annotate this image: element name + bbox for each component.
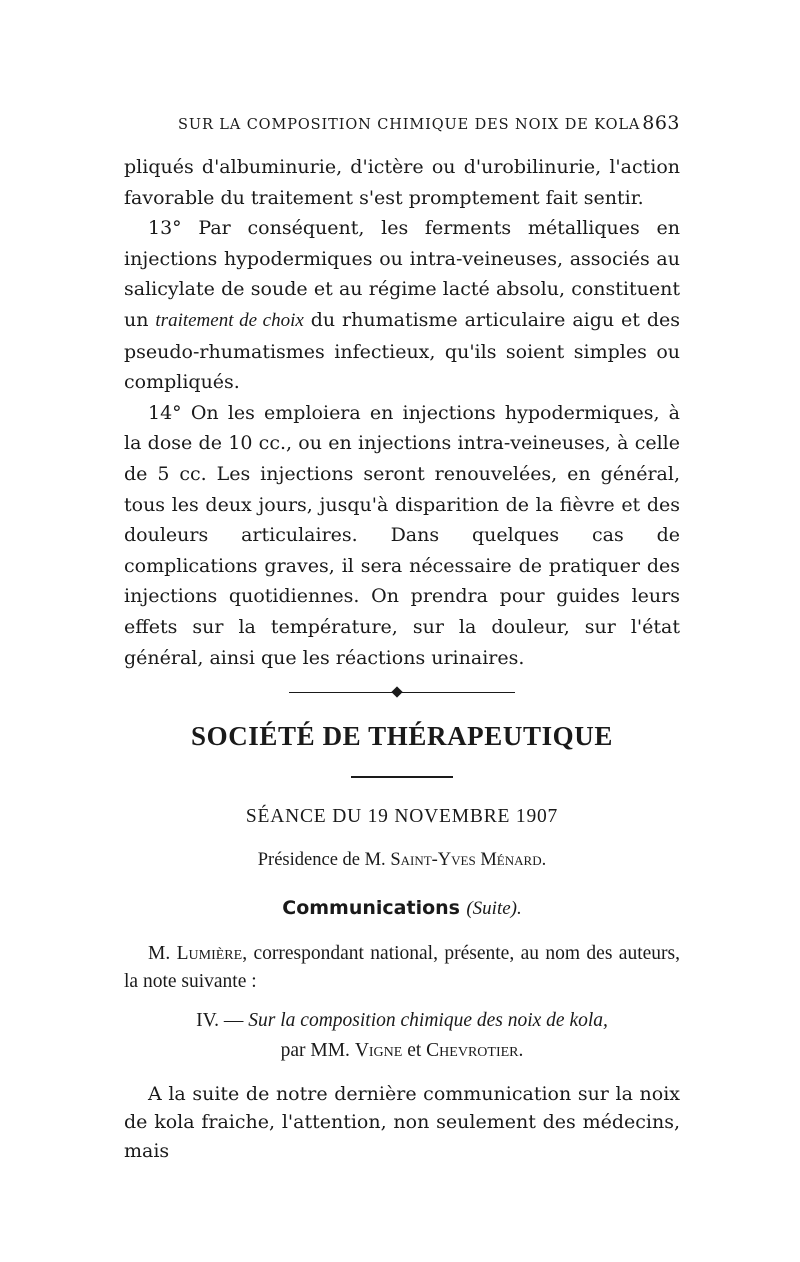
paragraph-13-end: du rhumatisme articulaire aigu et des pseudo-rhumatismes infectieux, qu'ils soient simples ou compliqués. bbox=[124, 308, 680, 394]
note-intro-name: Lumière bbox=[176, 942, 243, 964]
book-page bbox=[124, 112, 680, 1165]
signer-vigne: Vigne bbox=[354, 1039, 403, 1061]
paragraph-continuation: pliqués d'albuminurie, d'ictère ou d'urobilinurie, l'action favorable du traitement s'est promptement fait sentir. bbox=[124, 156, 680, 209]
presidence-prefix: Présidence de M. bbox=[257, 849, 391, 870]
running-header bbox=[124, 112, 680, 134]
note-intro-text: , correspondant national, présente, au nom des auteurs, la note suivante : bbox=[124, 942, 680, 992]
section-ornament bbox=[289, 687, 515, 699]
presidence-suffix: . bbox=[541, 849, 547, 870]
paragraph-13-start: 13° Par conséquent, les ferments métalliques en injections hypodermiques ou intra-veineuses, associés au salicylate de soude et au régime lacté absolu, constituent un bbox=[124, 217, 680, 331]
note-intro-prefix: M. bbox=[148, 942, 177, 964]
final-paragraph: A la suite de notre dernière communication sur la noix de kola fraiche, l'attention, non seulement des médecins, mais bbox=[124, 1082, 680, 1162]
presidence-line bbox=[124, 850, 680, 871]
communications-heading bbox=[124, 895, 680, 920]
note-title-number: IV. — bbox=[196, 1009, 249, 1031]
communications-label: Communications bbox=[282, 896, 460, 919]
paragraph-14: 14° On les emploiera en injections hypodermiques, à la dose de 10 cc., ou en injections intra-veineuses, à celle de 5 cc. Les injections seront renouvelées, en général, tous les deux jours, jusqu'à disparition de la fièvre et des douleurs articulaires. Dans quelques cas de complications graves, il sera nécessaire de pratiquer des injections quotidiennes. On prendra pour guides leurs effets sur la température, sur la douleur, sur l'état général, ainsi que les réactions urinaires. bbox=[124, 401, 680, 669]
paragraph-13-italic: traitement de choix bbox=[155, 309, 304, 331]
page-number: 863 bbox=[642, 112, 680, 134]
paragraph-13 bbox=[124, 213, 680, 398]
communications-suite: (Suite). bbox=[466, 897, 522, 919]
title-rule bbox=[351, 776, 453, 778]
note-title bbox=[124, 1010, 680, 1032]
signers-and: et bbox=[402, 1039, 427, 1061]
note-signers bbox=[124, 1040, 680, 1062]
signers-suffix: . bbox=[518, 1039, 524, 1061]
note-title-text: Sur la composition chimique des noix de kola, bbox=[248, 1009, 608, 1031]
note-intro bbox=[124, 940, 680, 996]
running-title: SUR LA COMPOSITION CHIMIQUE DES NOIX DE KOLA bbox=[178, 117, 641, 133]
president-name: Saint-Yves Ménard bbox=[390, 849, 542, 870]
diamond-icon bbox=[391, 686, 402, 697]
society-title: SOCIÉTÉ DE THÉRAPEUTIQUE bbox=[190, 721, 613, 752]
signers-prefix: par MM. bbox=[280, 1039, 355, 1061]
signer-chevrotier: Chevrotier bbox=[426, 1039, 519, 1061]
seance-date: SÉANCE DU 19 NOVEMBRE 1907 bbox=[245, 805, 559, 827]
